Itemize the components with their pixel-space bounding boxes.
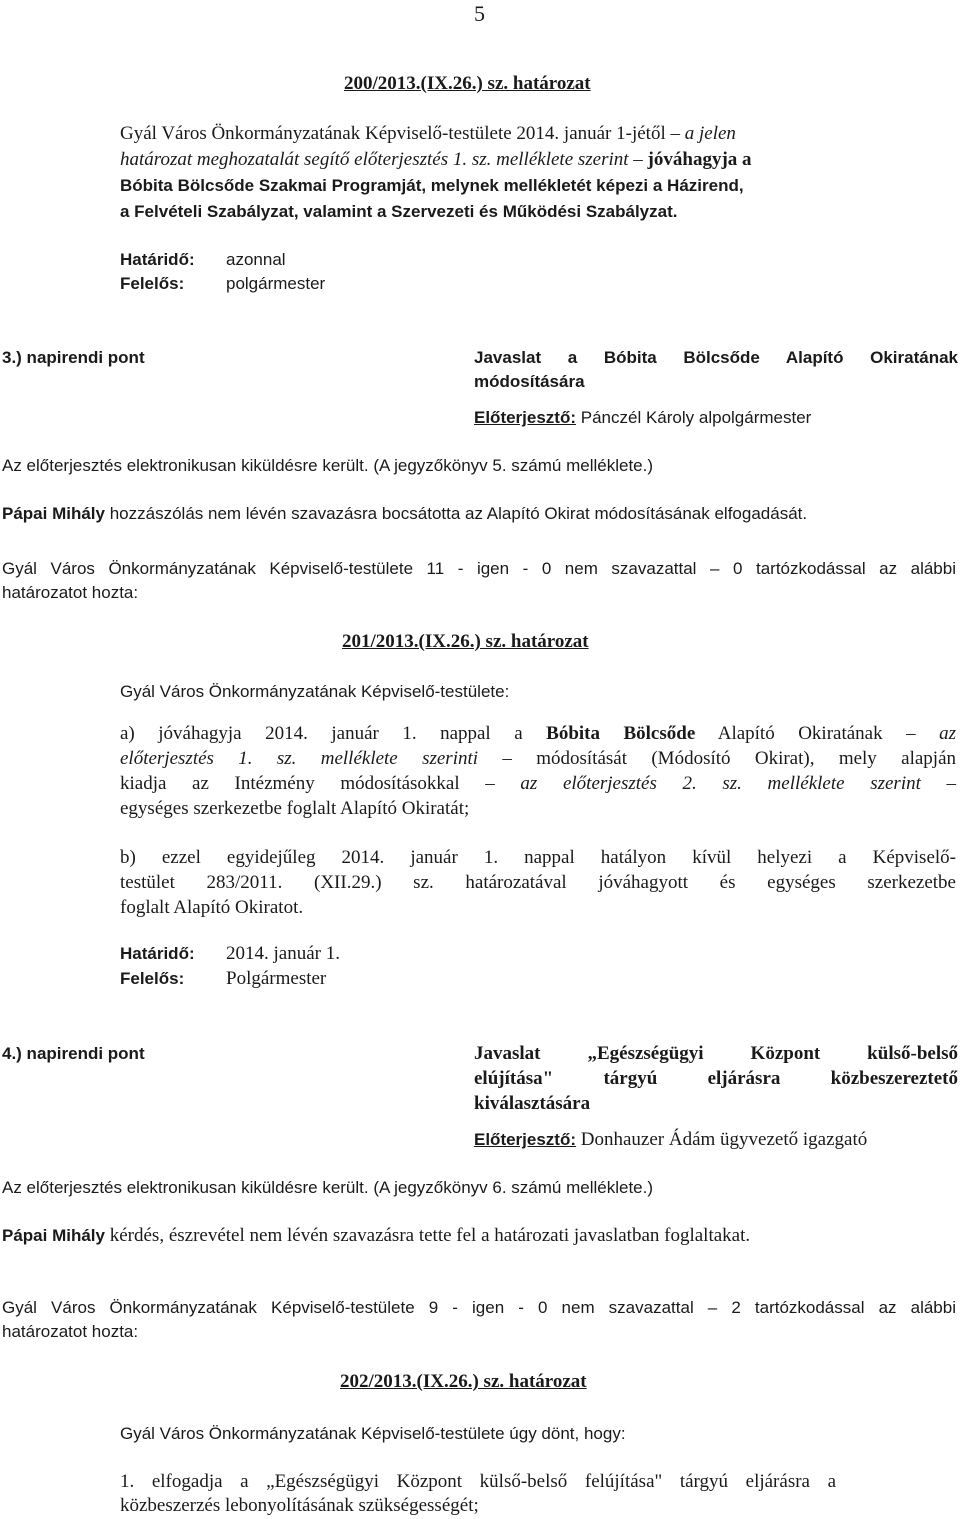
agenda-3-vote-line-2: határozatot hozta: bbox=[2, 583, 139, 602]
res202-item-1-line-2: közbeszerzés lebonyolításának szükségességét; bbox=[120, 1495, 479, 1516]
agenda-3-chair-note: Pápai Mihály hozzászólás nem lévén szavazásra bocsátotta az Alapító Okirat módosításának elfogadását. bbox=[2, 504, 808, 523]
agenda-3-vote-line-1: Gyál Város Önkormányzatának Képviselő-testülete 11 - igen - 0 nem szavazattal – 0 tartózkodással az alábbi bbox=[2, 559, 956, 578]
resolution-200-title: 200/2013.(IX.26.) sz. határozat bbox=[344, 73, 591, 94]
agenda-4-presenter: Előterjesztő: Donhauzer Ádám ügyvezető igazgató bbox=[474, 1129, 868, 1150]
agenda-4-vote-line-2: határozatot hozta: bbox=[2, 1322, 139, 1341]
agenda-3-label: 3.) napirendi pont bbox=[2, 348, 145, 367]
res201-b-line-2: testület 283/2011. (XII.29.) sz. határozatával jóváhagyott és egységes szerkezetbe bbox=[120, 872, 956, 893]
res201-deadline: Határidő: 2014. január 1. bbox=[120, 943, 340, 964]
res201-a-line-2: előterjesztés 1. sz. melléklete szerinti – módosítását (Módosító Okirat), mely alapján bbox=[120, 748, 957, 769]
res200-line-3: Bóbita Bölcsőde Szakmai Programját, melynek mellékletét képezi a Házirend, bbox=[120, 176, 744, 195]
res202-intro: Gyál Város Önkormányzatának Képviselő-testülete úgy dönt, hogy: bbox=[120, 1424, 626, 1443]
agenda-3-title-line-2: módosítására bbox=[474, 372, 585, 391]
resolution-202-title: 202/2013.(IX.26.) sz. határozat bbox=[340, 1371, 587, 1392]
res201-responsible: Felelős: Polgármester bbox=[120, 968, 327, 989]
resolution-201-title: 201/2013.(IX.26.) sz. határozat bbox=[342, 631, 589, 652]
page-number: 5 bbox=[474, 1, 485, 26]
agenda-3-title-line-1: Javaslat a Bóbita Bölcsőde Alapító Okiratának bbox=[474, 348, 958, 367]
agenda-4-title-line-1: Javaslat „Egészségügyi Központ külső-belső bbox=[474, 1043, 958, 1064]
res200-deadline: Határidő: azonnal bbox=[120, 250, 286, 269]
agenda-3-sent-note: Az előterjesztés elektronikusan kiküldésre került. (A jegyzőkönyv 5. számú melléklete.) bbox=[2, 456, 654, 475]
res201-b-line-1: b) ezzel egyidejűleg 2014. január 1. nappal hatályon kívül helyezi a Képviselő- bbox=[120, 847, 956, 868]
agenda-4-label: 4.) napirendi pont bbox=[2, 1044, 145, 1063]
res200-line-2: határozat meghozatalát segítő előterjesztés 1. sz. melléklete szerint – jóváhagyja a bbox=[120, 149, 752, 170]
agenda-3-presenter: Előterjesztő: Pánczél Károly alpolgármester bbox=[474, 408, 812, 427]
agenda-4-title-line-2: elújítása" tárgyú eljárásra közbeszereztető bbox=[474, 1068, 958, 1089]
res201-b-line-3: foglalt Alapító Okiratot. bbox=[120, 897, 304, 918]
agenda-4-title-line-3: kiválasztására bbox=[474, 1093, 591, 1114]
agenda-4-sent-note: Az előterjesztés elektronikusan kiküldésre került. (A jegyzőkönyv 6. számú melléklete.) bbox=[2, 1178, 654, 1197]
agenda-4-chair-note: Pápai Mihály kérdés, észrevétel nem lévén szavazásra tette fel a határozati javaslatban foglaltakat. bbox=[2, 1225, 751, 1246]
res201-a-line-1: a) jóváhagyja 2014. január 1. nappal a Bóbita Bölcsőde Alapító Okiratának – az bbox=[120, 723, 957, 744]
res201-a-line-3: kiadja az Intézmény módosításokkal – az előterjesztés 2. sz. melléklete szerint – bbox=[120, 773, 957, 794]
res202-item-1-line-1: 1. elfogadja a „Egészségügyi Központ külső-belső felújítása" tárgyú eljárásra a bbox=[120, 1471, 836, 1492]
res201-a-line-4: egységes szerkezetbe foglalt Alapító Okiratát; bbox=[120, 798, 470, 819]
res200-responsible: Felelős: polgármester bbox=[120, 274, 326, 293]
res200-line-4: a Felvételi Szabályzat, valamint a Szervezeti és Működési Szabályzat. bbox=[120, 202, 678, 221]
res200-line-1: Gyál Város Önkormányzatának Képviselő-testülete 2014. január 1-jétől – a jelen bbox=[120, 123, 736, 144]
agenda-4-vote-line-1: Gyál Város Önkormányzatának Képviselő-testülete 9 - igen - 0 nem szavazattal – 2 tartózkodással az alábbi bbox=[2, 1298, 956, 1317]
res201-intro: Gyál Város Önkormányzatának Képviselő-testülete: bbox=[120, 682, 510, 701]
